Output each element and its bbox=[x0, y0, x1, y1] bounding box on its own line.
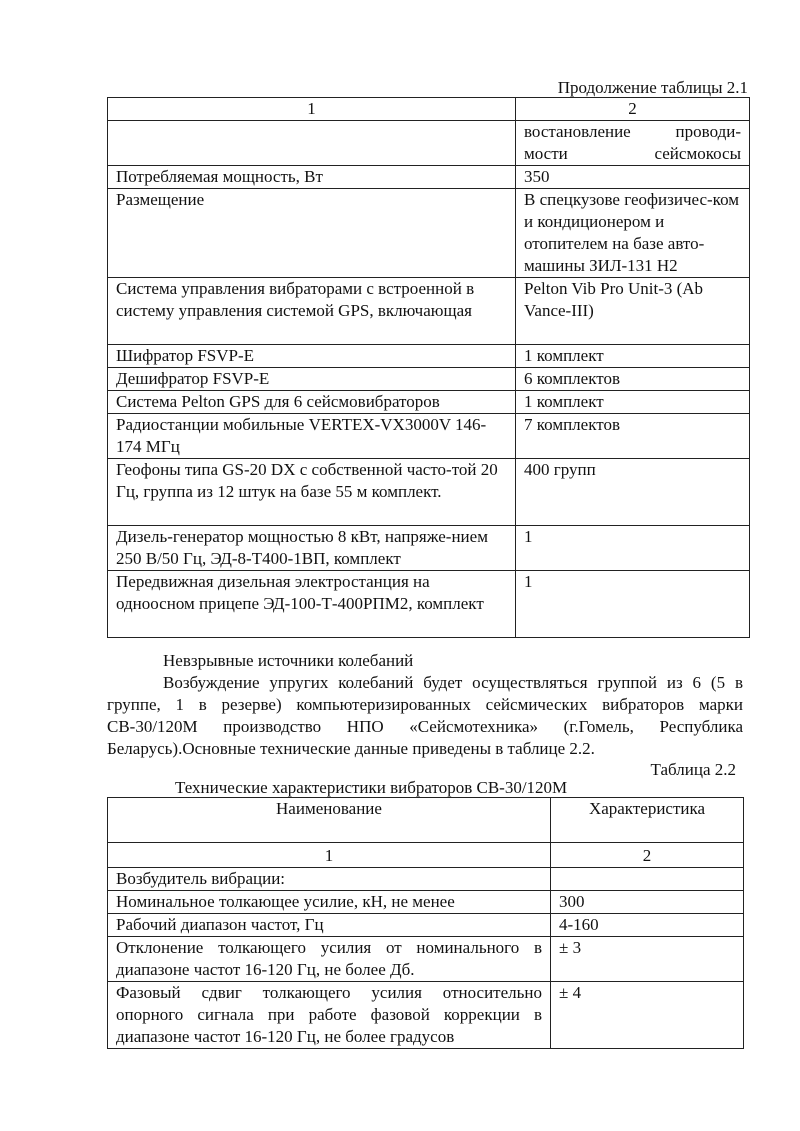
table-cell: Фазовый сдвиг толкающего усилия относительно опорного сигнала при работе фазовой коррекции в диапазоне частот 16-120 Гц, не более градусов bbox=[108, 982, 551, 1049]
table-cell: Размещение bbox=[108, 189, 516, 278]
table-cell: Система управления вибраторами с встроенной в систему управления системой GPS, включающая bbox=[108, 278, 516, 345]
table-row bbox=[108, 166, 750, 189]
table-cell: Дизель-генератор мощностью 8 кВт, напряже-нием 250 В/50 Гц, ЭД-8-Т400-1ВП, комплект bbox=[108, 526, 516, 571]
table-cell: 1 bbox=[516, 526, 750, 571]
table1-header-cell: 1 bbox=[108, 98, 516, 121]
table-cell: Отклонение толкающего усилия от номинального в диапазоне частот 16-120 Гц, не более Дб. bbox=[108, 937, 551, 982]
table2-header-cell: Характеристика bbox=[551, 798, 744, 843]
table-cell: 1 bbox=[516, 571, 750, 638]
table-row bbox=[108, 459, 750, 526]
table-cell: Система Pelton GPS для 6 сейсмовибраторов bbox=[108, 391, 516, 414]
table-cell bbox=[108, 121, 516, 166]
table-cell: Шифратор FSVP-E bbox=[108, 345, 516, 368]
table-cell: востановление проводи-мости сейсмокосы bbox=[516, 121, 750, 166]
table-row bbox=[108, 891, 744, 914]
table-cell: Дешифратор FSVP-E bbox=[108, 368, 516, 391]
table2-label: Таблица 2.2 bbox=[650, 760, 736, 779]
table-row bbox=[108, 982, 744, 1049]
table-cell: 4-160 bbox=[551, 914, 744, 937]
table-cell: Рабочий диапазон частот, Гц bbox=[108, 914, 551, 937]
section-heading: Невзрывные источники колебаний bbox=[163, 651, 414, 670]
table2-number-cell: 2 bbox=[551, 843, 744, 868]
table-row bbox=[108, 526, 750, 571]
table-cell bbox=[551, 868, 744, 891]
table-row bbox=[108, 189, 750, 278]
table-cell: ± 4 bbox=[551, 982, 744, 1049]
table-cell: Возбудитель вибрации: bbox=[108, 868, 551, 891]
table-cell: 400 групп bbox=[516, 459, 750, 526]
table-cell: Номинальное толкающее усилие, кН, не менее bbox=[108, 891, 551, 914]
table-cell: В спецкузове геофизичес-ком и кондиционером и отопителем на базе авто-машины ЗИЛ-131 Н2 bbox=[516, 189, 750, 278]
table-cell: ± 3 bbox=[551, 937, 744, 982]
table2 bbox=[107, 797, 744, 1049]
table2-header-cell: Наименование bbox=[108, 798, 551, 843]
table-cell: 350 bbox=[516, 166, 750, 189]
table1-caption: Продолжение таблицы 2.1 bbox=[557, 78, 748, 97]
table-row bbox=[108, 368, 750, 391]
table1-header-cell: 2 bbox=[516, 98, 750, 121]
table2-title: Технические характеристики вибраторов СВ-30/120М bbox=[175, 778, 568, 797]
table-cell: 300 bbox=[551, 891, 744, 914]
table-cell: Потребляемая мощность, Вт bbox=[108, 166, 516, 189]
table-cell: Геофоны типа GS-20 DX с собственной часто-той 20 Гц, группа из 12 штук на базе 55 м комплект. bbox=[108, 459, 516, 526]
table-row bbox=[108, 937, 744, 982]
table2-header-row bbox=[108, 798, 744, 843]
table-row bbox=[108, 571, 750, 638]
table-cell: 6 комплектов bbox=[516, 368, 750, 391]
table-row bbox=[108, 391, 750, 414]
table-cell: 1 комплект bbox=[516, 345, 750, 368]
table-cell: Передвижная дизельная электростанция на одноосном прицепе ЭД-100-Т-400РПМ2, комплект bbox=[108, 571, 516, 638]
body-paragraph: Возбуждение упругих колебаний будет осуществляться группой из 6 (5 в группе, 1 в резерве) компьютеризированных сейсмических вибраторов марки СВ-30/120М производство НПО «Сейсмотехника» (г.Гомель, Республика Беларусь).Основные технические данные приведены в таблице 2.2. bbox=[107, 673, 743, 758]
table2-number-cell: 1 bbox=[108, 843, 551, 868]
table-cell: Pelton Vib Pro Unit-3 (Ab Vance-III) bbox=[516, 278, 750, 345]
table-row bbox=[108, 121, 750, 166]
table-cell: Радиостанции мобильные VERTEX-VX3000V 146-174 МГц bbox=[108, 414, 516, 459]
table1-header-row bbox=[108, 98, 750, 121]
table-row bbox=[108, 914, 744, 937]
table2-number-row bbox=[108, 843, 744, 868]
table-row bbox=[108, 868, 744, 891]
table-row bbox=[108, 414, 750, 459]
table-cell: 1 комплект bbox=[516, 391, 750, 414]
table-cell: 7 комплектов bbox=[516, 414, 750, 459]
table-row bbox=[108, 345, 750, 368]
table-row bbox=[108, 278, 750, 345]
table1 bbox=[107, 97, 750, 638]
